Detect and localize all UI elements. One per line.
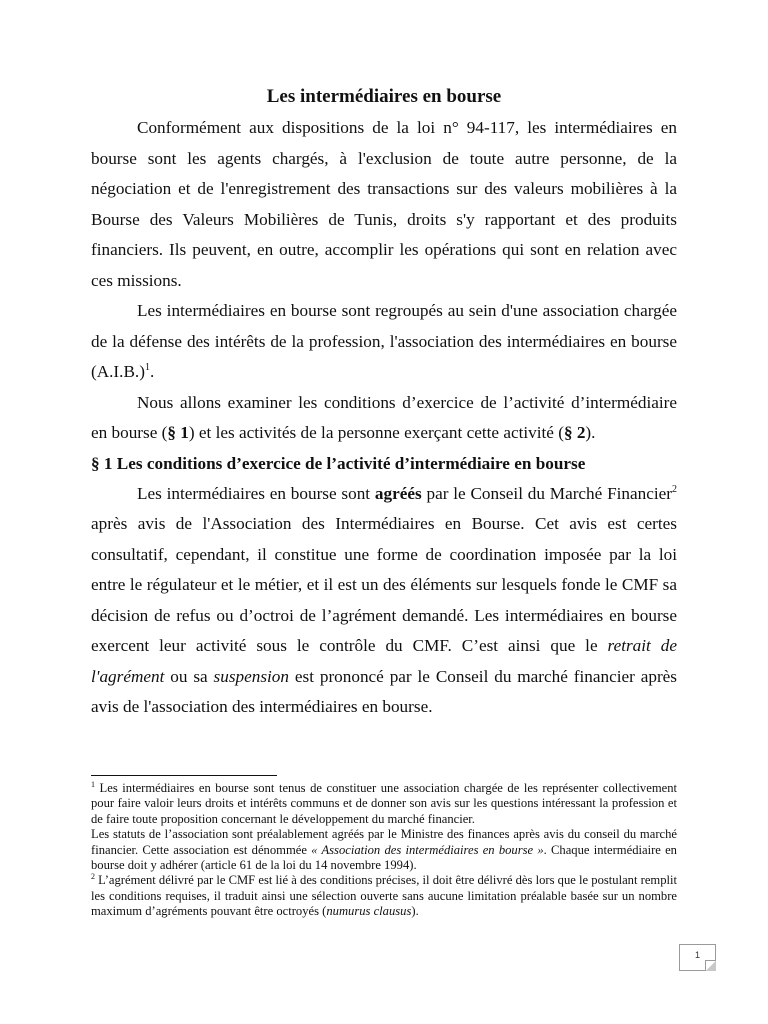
footnote-1-p2-text: Les statuts de l’association sont préalablement agréés par le Ministre des finances après avis du conseil du marché financier. Cette association est dénommée [91,827,677,857]
footnote-ref-2[interactable]: 2 [672,483,677,495]
paragraph-4-text-c: après avis de l'Association des Intermédiaires en Bourse. Cet avis est certes consultatif, cependant, il constitue une forme de coordination imposée par la loi entre le régulateur et le métier, et il est un des éléments sur lesquels fonde le CMF sa décision de refus ou d’octroi de l’agrément demandé. Les intermédiaires en bourse exercent leur activité sous le contrôle du CMF. C’est ainsi que le [91,514,677,655]
footnote-1-p2-end: . Chaque intermédiaire en bourse doit y adhérer (article 61 de la loi du 14 novembre 1994). [91,842,677,873]
paragraph-4-text-d: ou sa [164,666,214,686]
paragraph-3-text-a: Nous allons examiner les conditions d’exercice de l’activité d’intermédiaire en bourse ( [91,392,677,442]
document-body [91,113,677,723]
footnote-ref-1[interactable]: 1 [144,362,150,373]
footnote-2-text: L’agrément délivré par le CMF est lié à des conditions précises, il doit être délivré dès lors que le postulant remplit les conditions requises, il traduit ainsi une sélection ouverte sans aucune limitation préalable basée sur un nombre maximum d’agréments pouvant être octroyés ( [91,873,677,919]
paragraph-2 [91,296,677,388]
paragraph-3-text-c: ). [585,423,596,442]
footnote-2-number: 2 [91,872,95,882]
emphasis-agrees: agréés [374,483,422,503]
page-fold-icon [705,960,716,971]
footnote-2-latin-term: numurus clausus [326,904,412,919]
paragraph-1: Conformément aux dispositions de la loi n° 94-117, les intermédiaires en bourse sont les agents chargés, à l'exclusion de toute autre personne, de la négociation et de l'enregistrement des transactions sur des valeurs mobilières à la Bourse des Valeurs Mobilières de Tunis, droits s'y rapportant et des produits financiers. Ils peuvent, en outre, accomplir les opérations qui sont en relation avec ces missions. [91,118,677,290]
footnote-2-end: ). [411,904,419,919]
page-number: 1 [694,950,700,960]
paragraph-4-text-a: Les intermédiaires en bourse sont [137,483,375,503]
paragraph-2-text: Les intermédiaires en bourse sont regroupés au sein d'une association chargée de la défense des intérêts de la profession, l'association des intermédiaires en bourse (A.I.B.) [91,301,677,381]
paragraph-2-end: . [149,362,155,381]
page-title: Les intermédiaires en bourse [266,86,502,107]
paragraph-4-text-b: par le Conseil du Marché Financier [421,483,672,503]
footnote-1-association-name: « Association des intermédiaires en bourse » [311,842,544,857]
paragraph-3 [91,388,677,449]
section-ref-2: § 2 [563,423,586,442]
section-1-heading: § 1 Les conditions d’exercice de l’activité d’intermédiaire en bourse [91,453,586,473]
paragraph-4 [91,479,677,723]
page-number-badge [679,944,716,971]
paragraph-3-text-b: ) et les activités de la personne exerçant cette activité ( [188,423,564,442]
footnote-1-number: 1 [91,780,95,789]
emphasis-retrait: retrait de l'agrément [91,636,677,686]
emphasis-suspension: suspension [213,666,289,686]
footnotes [91,781,677,920]
footnote-1 [91,781,677,827]
footnote-1-continued [91,827,677,873]
footnote-2 [91,873,677,919]
footnote-1-text: Les intermédiaires en bourse sont tenus de constituer une association chargée de les représenter collectivement pour faire valoir leurs droits et intérêts communs et de donner son avis sur les questions intéressant la profession et de faire toute proposition concernant le développement du marché financier. [91,781,677,826]
footnote-separator [91,775,277,776]
paragraph-4-text-e: est prononcé par le Conseil du marché financier après avis de l'association des intermédiaires en bourse. [91,666,677,716]
section-ref-1: § 1 [167,423,189,442]
